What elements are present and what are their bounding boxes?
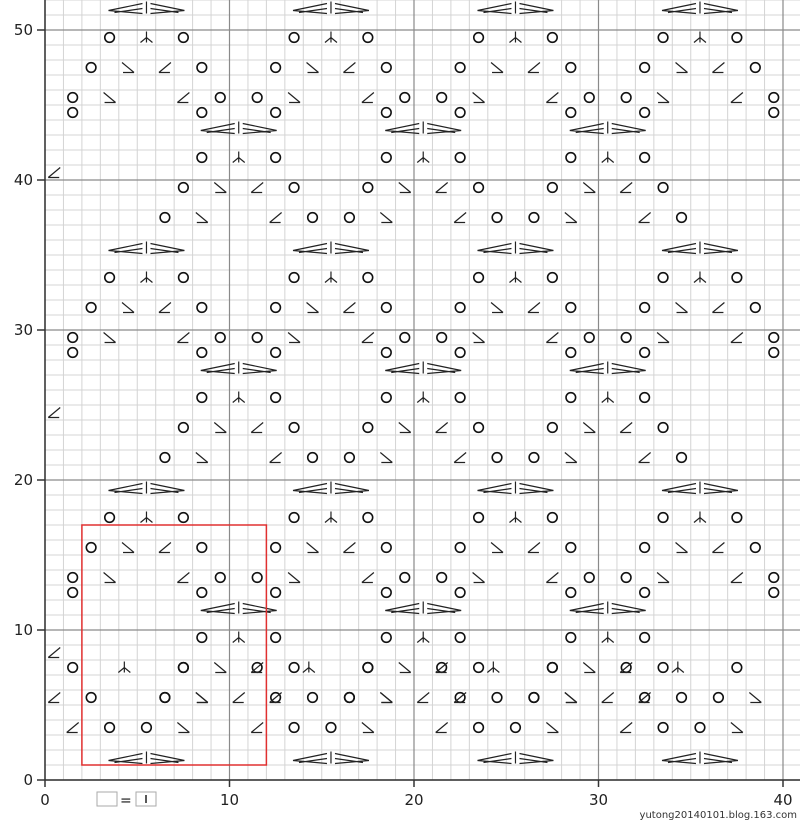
x-tick-label: 10 <box>219 791 240 809</box>
legend-equals: = <box>120 793 132 809</box>
x-tick-label: 30 <box>588 791 609 809</box>
watermark: yutong20140101.blog.163.com <box>639 810 797 821</box>
y-tick-label: 10 <box>13 621 33 639</box>
x-tick-label: 20 <box>404 791 424 809</box>
x-tick-label: 0 <box>40 791 50 809</box>
legend-empty-cell <box>97 792 117 806</box>
y-tick-label: 50 <box>13 21 33 39</box>
legend <box>97 792 156 809</box>
y-tick-label: 40 <box>13 171 33 189</box>
y-tick-label: 0 <box>23 771 33 789</box>
y-tick-label: 20 <box>13 471 33 489</box>
x-tick-label: 40 <box>773 791 793 809</box>
y-tick-label: 30 <box>13 321 33 339</box>
